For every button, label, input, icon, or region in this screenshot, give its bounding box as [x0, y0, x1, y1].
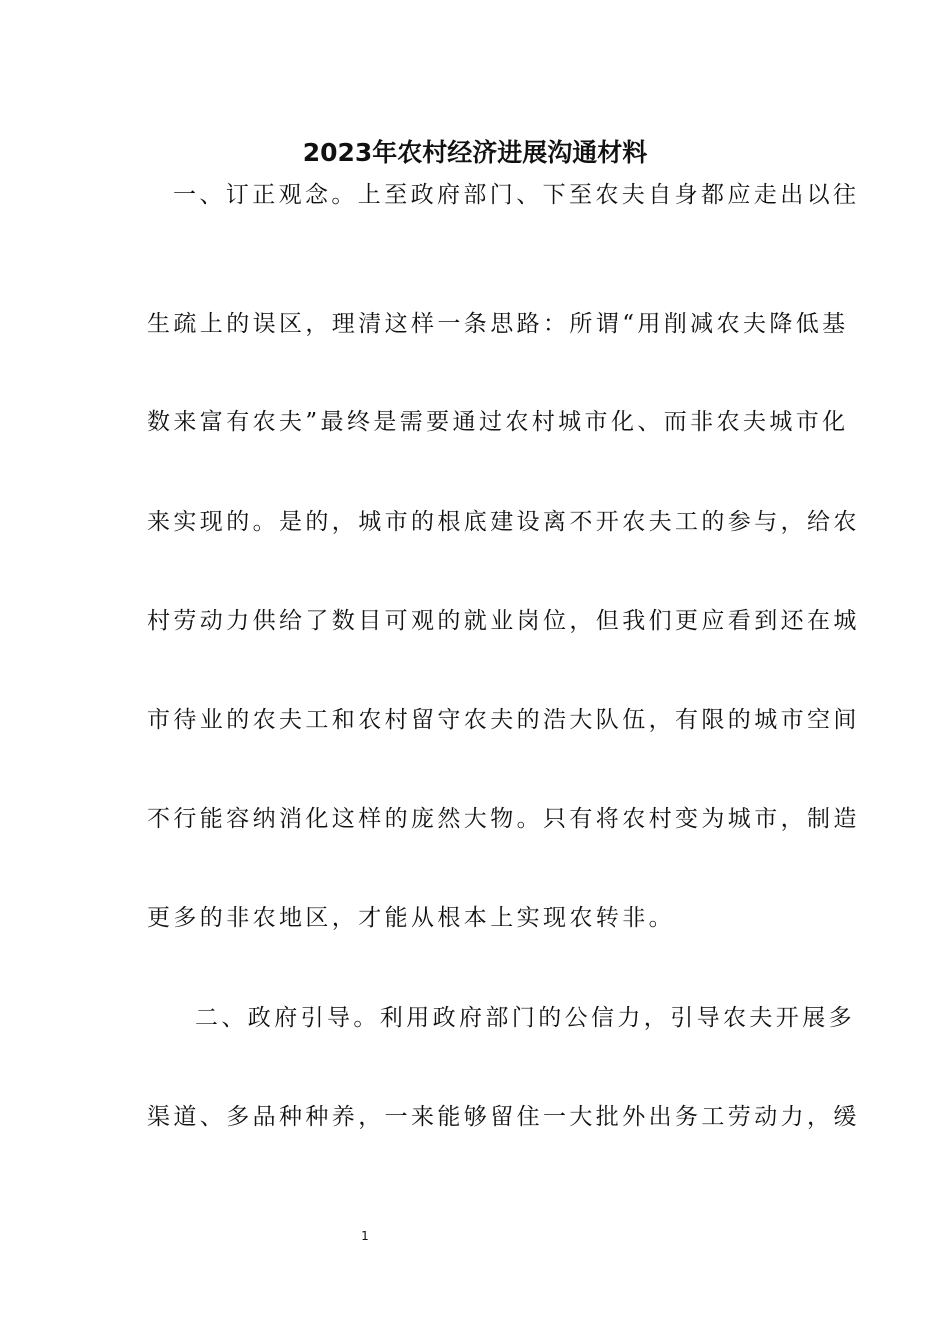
paragraph-line: 更多的非农地区，才能从根本上实现农转非。	[147, 905, 675, 931]
document-title: 2023年农村经济进展沟通材料	[302, 138, 648, 167]
paragraph-line: 不行能容纳消化这样的庞然大物。只有将农村变为城市，制造	[147, 806, 860, 832]
paragraph-line: 数来富有农夫”最终是需要通过农村城市化、而非农夫城市化	[147, 409, 849, 435]
paragraph-line: 来实现的。是的，城市的根底建设离不开农夫工的参与，给农	[147, 509, 860, 535]
paragraph-line: 生疏上的误区，理清这样一条思路：所谓“用削减农夫降低基	[147, 311, 849, 337]
paragraph-line: 一、订正观念。上至政府部门、下至农夫自身都应走出以往	[173, 182, 860, 208]
paragraph-line: 二、政府引导。利用政府部门的公信力，引导农夫开展多	[195, 1005, 855, 1031]
paragraph-line: 村劳动力供给了数目可观的就业岗位，但我们更应看到还在城	[147, 608, 860, 634]
paragraph-line: 渠道、多品种种养，一来能够留住一大批外出务工劳动力，缓	[147, 1104, 860, 1130]
paragraph-line: 市待业的农夫工和农村留守农夫的浩大队伍，有限的城市空间	[147, 707, 860, 733]
page-number: 1	[361, 1229, 369, 1243]
